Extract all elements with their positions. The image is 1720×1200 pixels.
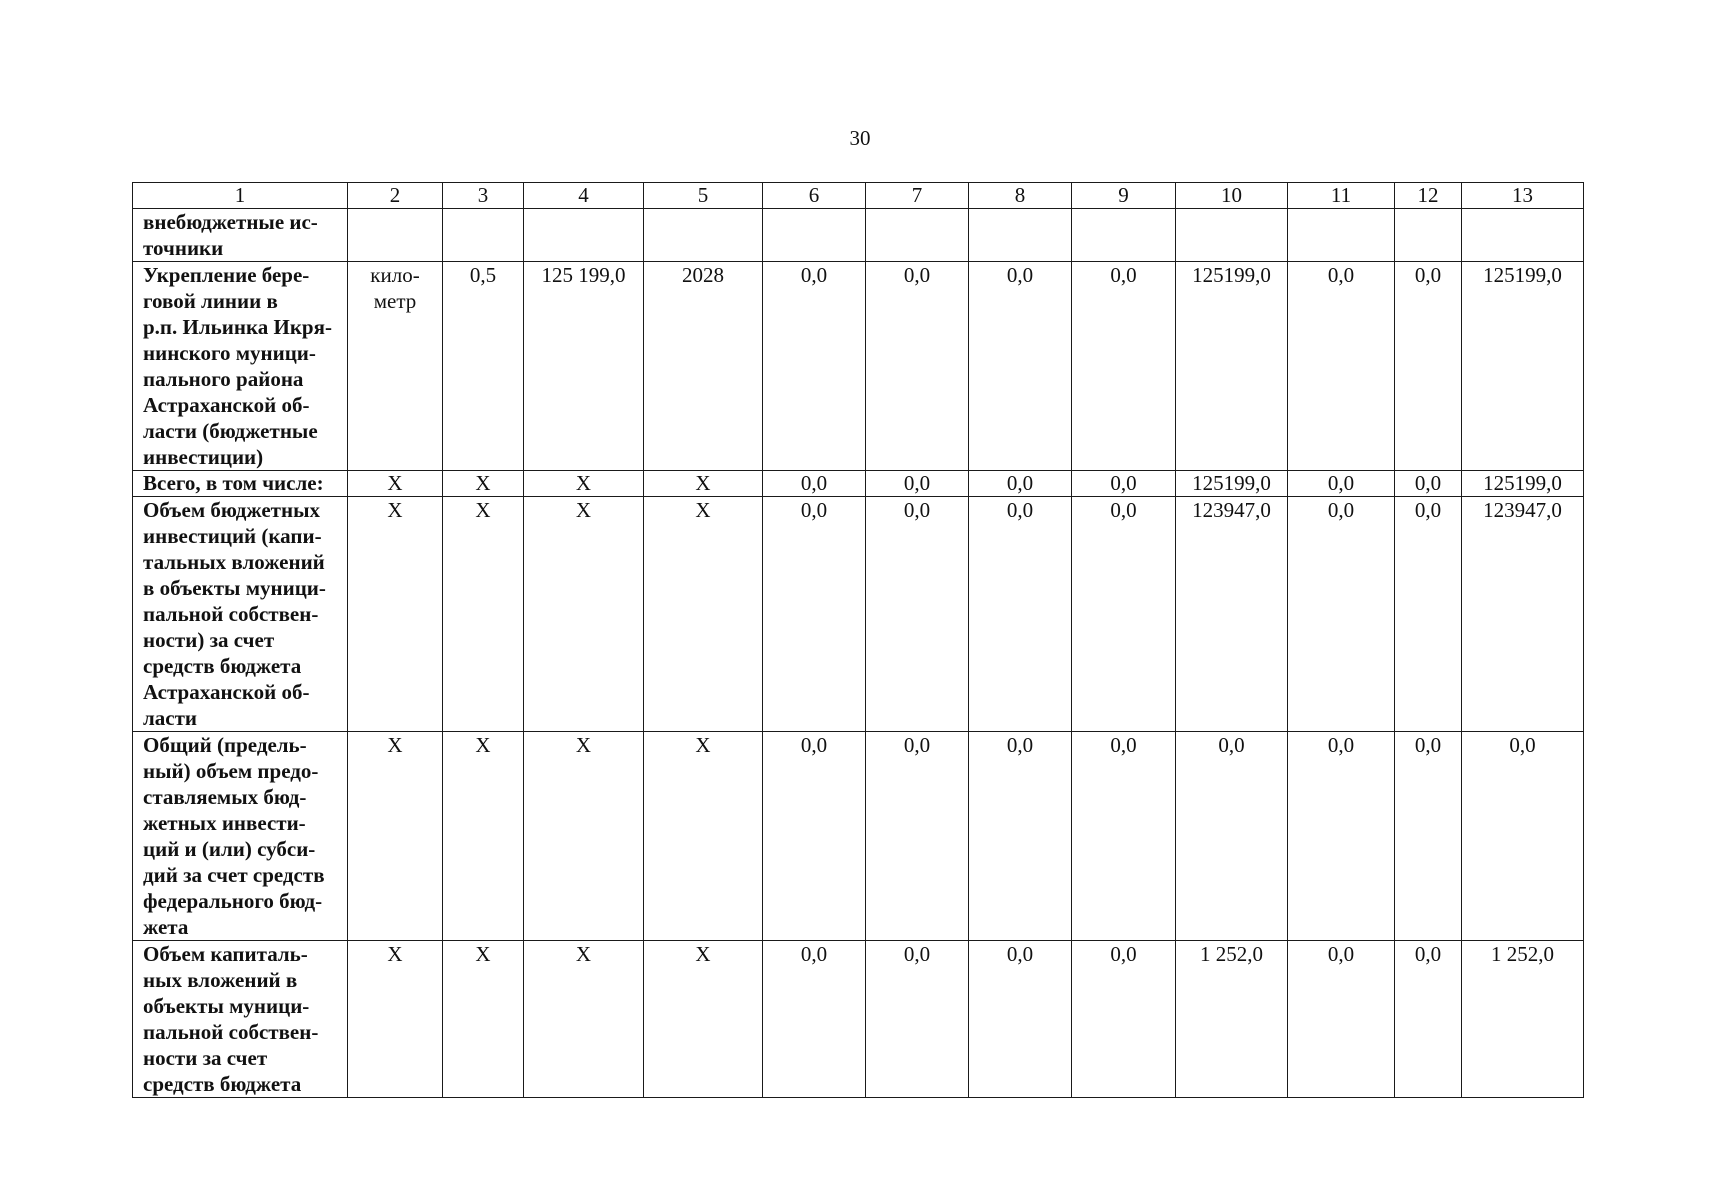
table-cell-col-10 bbox=[1176, 209, 1288, 262]
table-cell-col-13: 0,0 bbox=[1462, 732, 1584, 941]
table-cell-col-13: 123947,0 bbox=[1462, 497, 1584, 732]
table-cell-col-7: 0,0 bbox=[866, 732, 969, 941]
budget-table bbox=[132, 182, 1584, 1098]
table-cell-col-7 bbox=[866, 209, 969, 262]
table-cell-col-4: Х bbox=[524, 941, 644, 1098]
table-cell-col-6 bbox=[763, 209, 866, 262]
column-header-2: 2 bbox=[348, 183, 443, 209]
table-cell-col-10: 123947,0 bbox=[1176, 497, 1288, 732]
table-cell-col-7: 0,0 bbox=[866, 941, 969, 1098]
table-cell-col-8: 0,0 bbox=[969, 732, 1072, 941]
column-header-10: 10 bbox=[1176, 183, 1288, 209]
table-cell-col-6: 0,0 bbox=[763, 262, 866, 471]
column-header-5: 5 bbox=[644, 183, 763, 209]
table-cell-col-3 bbox=[443, 209, 524, 262]
table-cell-col-10: 1 252,0 bbox=[1176, 941, 1288, 1098]
row-name-cell: Общий (предель- ный) объем предо- ставляемых бюд- жетных инвести- ций и (или) субси- дий за счет средств федерального бюд- жета bbox=[133, 732, 348, 941]
table-cell-col-3: Х bbox=[443, 732, 524, 941]
table-row bbox=[133, 209, 1584, 262]
column-header-12: 12 bbox=[1395, 183, 1462, 209]
column-header-4: 4 bbox=[524, 183, 644, 209]
header-row bbox=[133, 183, 1584, 209]
table-cell-col-8: 0,0 bbox=[969, 262, 1072, 471]
table-row bbox=[133, 941, 1584, 1098]
table-cell-col-7: 0,0 bbox=[866, 471, 969, 497]
column-header-8: 8 bbox=[969, 183, 1072, 209]
table-cell-col-2 bbox=[348, 209, 443, 262]
table-cell-col-8: 0,0 bbox=[969, 497, 1072, 732]
table-row bbox=[133, 497, 1584, 732]
table-cell-col-13: 125199,0 bbox=[1462, 471, 1584, 497]
table-cell-col-12: 0,0 bbox=[1395, 941, 1462, 1098]
table-cell-col-10: 125199,0 bbox=[1176, 471, 1288, 497]
column-header-11: 11 bbox=[1288, 183, 1395, 209]
column-header-6: 6 bbox=[763, 183, 866, 209]
table-cell-col-9: 0,0 bbox=[1072, 262, 1176, 471]
table-cell-col-11: 0,0 bbox=[1288, 471, 1395, 497]
table-cell-col-9 bbox=[1072, 209, 1176, 262]
table-cell-col-11: 0,0 bbox=[1288, 262, 1395, 471]
table-cell-col-13 bbox=[1462, 209, 1584, 262]
table-cell-col-11: 0,0 bbox=[1288, 497, 1395, 732]
table-cell-col-3: Х bbox=[443, 497, 524, 732]
table-cell-col-4 bbox=[524, 209, 644, 262]
table-cell-col-7: 0,0 bbox=[866, 497, 969, 732]
table-cell-col-6: 0,0 bbox=[763, 732, 866, 941]
table-cell-col-13: 125199,0 bbox=[1462, 262, 1584, 471]
table-cell-col-10: 0,0 bbox=[1176, 732, 1288, 941]
row-name-cell: Укрепление бере- говой линии в р.п. Ильинка Икря- нинского муници- пального района Астраханской об- ласти (бюджетные инвестиции) bbox=[133, 262, 348, 471]
column-header-1: 1 bbox=[133, 183, 348, 209]
table-cell-col-3: Х bbox=[443, 471, 524, 497]
table-cell-col-5: Х bbox=[644, 497, 763, 732]
row-name-cell: Объем бюджетных инвестиций (капи- тальных вложений в объекты муници- пальной собствен- ности) за счет средств бюджета Астраханской об- ласти bbox=[133, 497, 348, 732]
table-cell-col-11: 0,0 bbox=[1288, 732, 1395, 941]
table-cell-col-11: 0,0 bbox=[1288, 941, 1395, 1098]
table-cell-col-2: Х bbox=[348, 471, 443, 497]
table-cell-col-9: 0,0 bbox=[1072, 941, 1176, 1098]
table-cell-col-3: Х bbox=[443, 941, 524, 1098]
table-cell-col-8 bbox=[969, 209, 1072, 262]
table-cell-col-9: 0,0 bbox=[1072, 732, 1176, 941]
table-cell-col-2: Х bbox=[348, 941, 443, 1098]
table-cell-col-4: Х bbox=[524, 732, 644, 941]
table-cell-col-7: 0,0 bbox=[866, 262, 969, 471]
table-cell-col-4: Х bbox=[524, 497, 644, 732]
table-body bbox=[133, 183, 1584, 1098]
row-name-cell: внебюджетные ис- точники bbox=[133, 209, 348, 262]
table-cell-col-5: Х bbox=[644, 941, 763, 1098]
column-header-13: 13 bbox=[1462, 183, 1584, 209]
table-cell-col-6: 0,0 bbox=[763, 497, 866, 732]
table-cell-col-6: 0,0 bbox=[763, 941, 866, 1098]
table-cell-col-12 bbox=[1395, 209, 1462, 262]
table-cell-col-12: 0,0 bbox=[1395, 471, 1462, 497]
table-cell-col-9: 0,0 bbox=[1072, 497, 1176, 732]
column-header-3: 3 bbox=[443, 183, 524, 209]
table-cell-col-9: 0,0 bbox=[1072, 471, 1176, 497]
column-header-7: 7 bbox=[866, 183, 969, 209]
table-cell-col-3: 0,5 bbox=[443, 262, 524, 471]
table-cell-col-10: 125199,0 bbox=[1176, 262, 1288, 471]
table-row bbox=[133, 262, 1584, 471]
table-cell-col-5: Х bbox=[644, 732, 763, 941]
table-cell-col-12: 0,0 bbox=[1395, 262, 1462, 471]
column-header-9: 9 bbox=[1072, 183, 1176, 209]
table-cell-col-8: 0,0 bbox=[969, 941, 1072, 1098]
table-cell-col-11 bbox=[1288, 209, 1395, 262]
page-number: 30 bbox=[849, 126, 871, 150]
table-cell-col-5: Х bbox=[644, 471, 763, 497]
table-row bbox=[133, 732, 1584, 941]
table-cell-col-12: 0,0 bbox=[1395, 497, 1462, 732]
table-cell-col-5: 2028 bbox=[644, 262, 763, 471]
table-row bbox=[133, 471, 1584, 497]
table-cell-col-13: 1 252,0 bbox=[1462, 941, 1584, 1098]
table-cell-col-12: 0,0 bbox=[1395, 732, 1462, 941]
table-cell-col-8: 0,0 bbox=[969, 471, 1072, 497]
table-cell-col-2: кило- метр bbox=[348, 262, 443, 471]
table-cell-col-6: 0,0 bbox=[763, 471, 866, 497]
table-cell-col-2: Х bbox=[348, 497, 443, 732]
table-cell-col-2: Х bbox=[348, 732, 443, 941]
row-name-cell: Всего, в том числе: bbox=[133, 471, 348, 497]
table-cell-col-4: Х bbox=[524, 471, 644, 497]
table-cell-col-4: 125 199,0 bbox=[524, 262, 644, 471]
row-name-cell: Объем капиталь- ных вложений в объекты муници- пальной собствен- ности за счет средств бюджета bbox=[133, 941, 348, 1098]
table-cell-col-5 bbox=[644, 209, 763, 262]
